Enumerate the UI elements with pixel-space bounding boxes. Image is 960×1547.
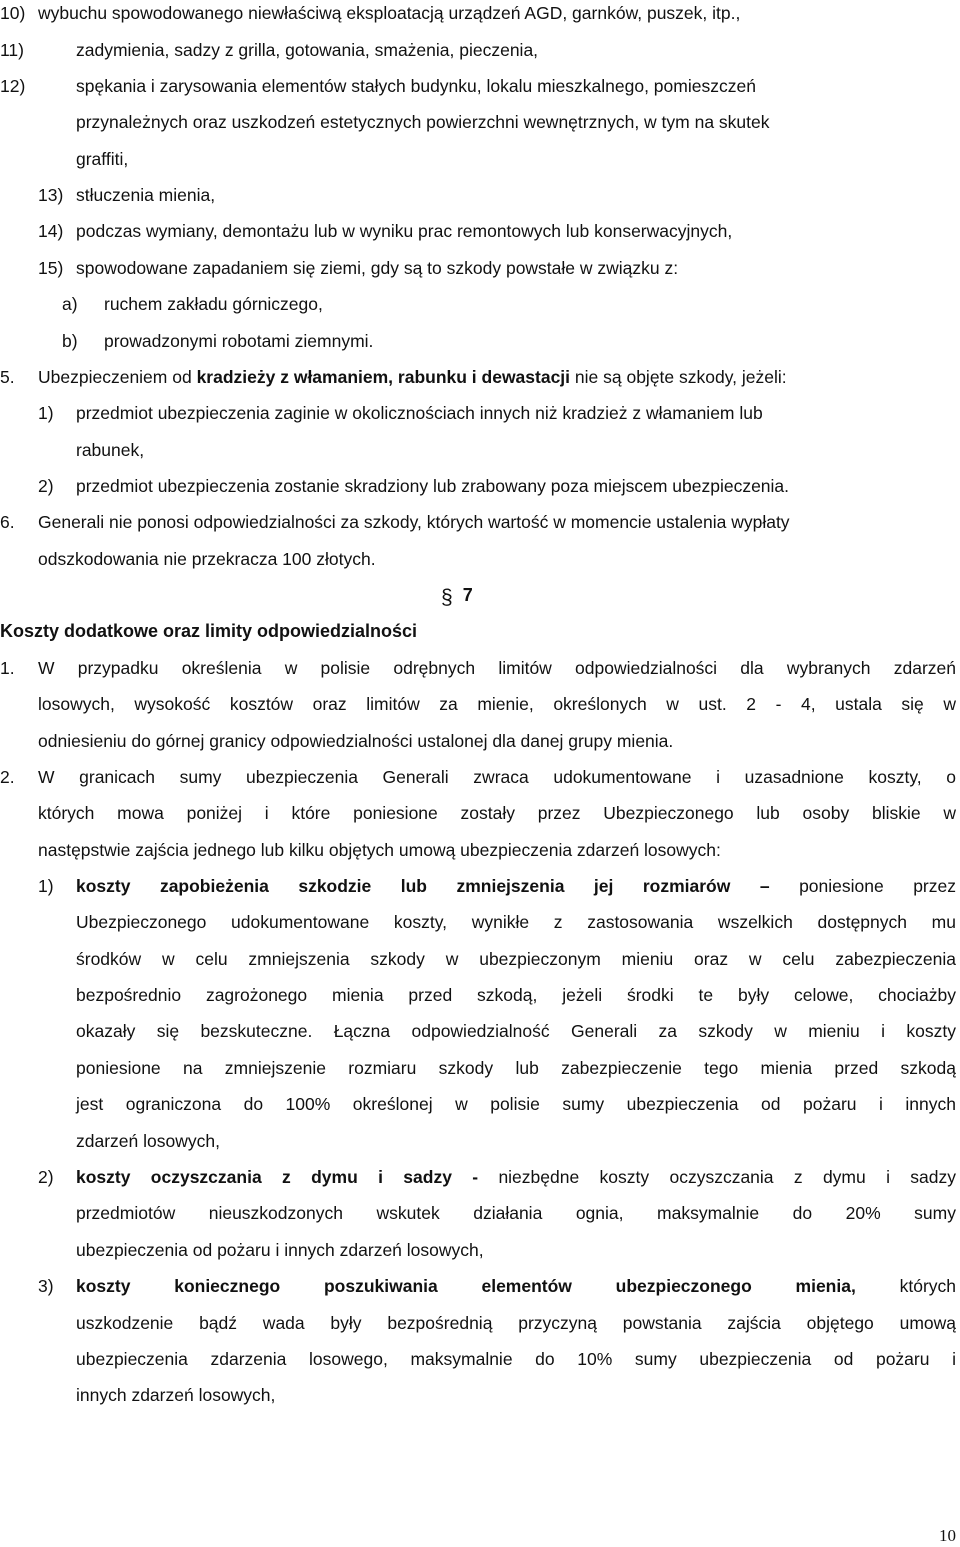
list-item-text: uszkodzenie bądź wada były bezpośrednią przyczyną powstania zajścia objętego umową <box>76 1313 956 1333</box>
page-number: 10 <box>939 1526 956 1545</box>
list-number: 1) <box>38 876 54 896</box>
list-item-text: przedmiot ubezpieczenia zostanie skradziony lub zrabowany poza miejscem ubezpieczenia. <box>76 476 790 496</box>
list-number: 3) <box>38 1276 54 1296</box>
list-item-text: Ubezpieczonego udokumentowane koszty, wynikłe z zastosowania wszelkich dostępnych mu <box>76 912 956 932</box>
list-item-text: koszty oczyszczania z dymu i sadzy - niezbędne koszty oczyszczania z dymu i sadzy <box>76 1167 956 1187</box>
section-symbol: § 7 <box>441 585 473 609</box>
point-text: losowych, wysokość kosztów oraz limitów za mienie, określonych w ust. 2 - 4, ustala się w <box>38 694 956 714</box>
section-title: Koszty dodatkowe oraz limity odpowiedzialności <box>0 621 418 641</box>
list-item-text: zdarzeń losowych, <box>76 1131 220 1151</box>
list-number: 2) <box>38 476 54 496</box>
point-text: W granicach sumy ubezpieczenia Generali zwraca udokumentowane i uzasadnione koszty, o <box>38 767 956 787</box>
list-item-text: koszty zapobieżenia szkodzie lub zmniejszenia jej rozmiarów – poniesione przez <box>76 876 956 896</box>
point-text: Generali nie ponosi odpowiedzialności za szkody, których wartość w momencie ustalenia wypłaty <box>38 512 790 532</box>
list-item-text: ubezpieczenia zdarzenia losowego, maksymalnie do 10% sumy ubezpieczenia od pożaru i <box>76 1349 956 1369</box>
point-number: 2. <box>0 767 15 787</box>
list-number: 13) <box>38 185 64 205</box>
list-item-text: poniesione na zmniejszenie rozmiaru szkody lub zabezpieczenie tego mienia przed szkodą <box>76 1058 956 1078</box>
point-text: W przypadku określenia w polisie odrębnych limitów odpowiedzialności dla wybranych zdarzeń <box>38 658 956 678</box>
list-number: 14) <box>38 221 64 241</box>
point-text: odniesieniu do górnej granicy odpowiedzialności ustalonej dla danej grupy mienia. <box>38 731 674 751</box>
list-number: 11) <box>0 40 24 60</box>
list-item-text: okazały się bezskuteczne. Łączna odpowiedzialność Generali za szkody w mieniu i koszty <box>76 1021 956 1041</box>
list-item-text: koszty koniecznego poszukiwania elementów ubezpieczonego mienia, których <box>76 1276 956 1296</box>
list-letter: a) <box>62 294 78 314</box>
list-item-text: ubezpieczenia od pożaru i innych zdarzeń losowych, <box>76 1240 484 1260</box>
list-number: 15) <box>38 258 64 278</box>
list-number: 12) <box>0 76 26 96</box>
list-number: 2) <box>38 1167 54 1187</box>
list-item-text: rabunek, <box>76 440 145 460</box>
list-item-text: przedmiot ubezpieczenia zaginie w okolicznościach innych niż kradzież z włamaniem lub <box>76 403 763 423</box>
point-text: odszkodowania nie przekracza 100 złotych. <box>38 549 376 569</box>
list-item-text: spowodowane zapadaniem się ziemi, gdy są to szkody powstałe w związku z: <box>76 258 679 278</box>
point-number: 1. <box>0 658 15 678</box>
list-item-text: ruchem zakładu górniczego, <box>104 294 323 314</box>
list-item-text: bezpośrednio zagrożonego mienia przed szkodą, jeżeli środki te były celowe, chociażby <box>76 985 956 1005</box>
list-item-text: przedmiotów nieuszkodzonych wskutek działania ognia, maksymalnie do 20% sumy <box>76 1203 956 1223</box>
list-item-text: prowadzonymi robotami ziemnymi. <box>104 331 374 351</box>
point-text: następstwie zajścia jednego lub kilku objętych umową ubezpieczenia zdarzeń losowych: <box>38 840 721 860</box>
list-number: 10) <box>0 3 26 23</box>
point-text: Ubezpieczeniem od kradzieży z włamaniem, rabunku i dewastacji nie są objęte szkody, jeżeli: <box>38 367 787 387</box>
list-item-text: środków w celu zmniejszenia szkody w ubezpieczonym mieniu oraz w celu zabezpieczenia <box>76 949 956 969</box>
list-item-text: wybuchu spowodowanego niewłaściwą eksploatacją urządzeń AGD, garnków, puszek, itp., <box>38 3 741 23</box>
list-number: 1) <box>38 403 54 423</box>
list-item-text: stłuczenia mienia, <box>76 185 216 205</box>
list-item-text: spękania i zarysowania elementów stałych budynku, lokalu mieszkalnego, pomieszczeń <box>76 76 756 96</box>
list-item-text: jest ograniczona do 100% określonej w polisie sumy ubezpieczenia od pożaru i innych <box>76 1094 956 1114</box>
point-number: 6. <box>0 512 15 532</box>
list-item-text: graffiti, <box>76 149 129 169</box>
list-item-text: podczas wymiany, demontażu lub w wyniku prac remontowych lub konserwacyjnych, <box>76 221 733 241</box>
point-text: których mowa poniżej i które poniesione zostały przez Ubezpieczonego lub osoby bliskie w <box>38 803 956 823</box>
point-number: 5. <box>0 367 15 387</box>
list-item-text: zadymienia, sadzy z grilla, gotowania, smażenia, pieczenia, <box>76 40 539 60</box>
list-letter: b) <box>62 331 78 351</box>
list-item-text: przynależnych oraz uszkodzeń estetycznych powierzchni wewnętrznych, w tym na skutek <box>76 112 770 132</box>
list-item-text: innych zdarzeń losowych, <box>76 1385 276 1405</box>
